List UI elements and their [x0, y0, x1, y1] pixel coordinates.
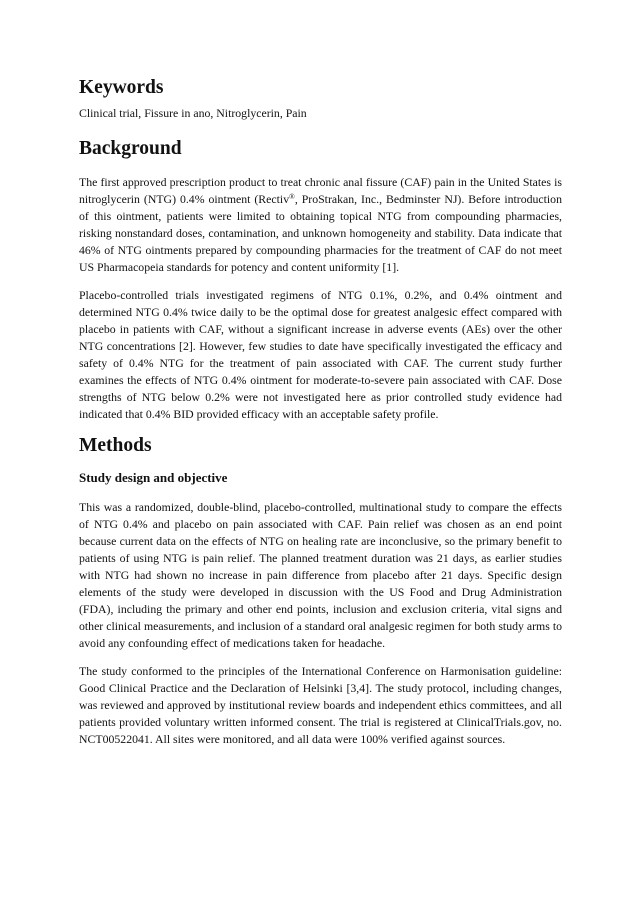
study-design-paragraph-2: The study conformed to the principles of the International Conference on Harmonisation guideline: Good Clinical Practice and the Declaration of Helsinki [3,4]. The study protocol, including changes, was reviewed and approved by institutional review boards and independent ethics committees, and all patients provided voluntary written informed consent. The trial is registered at ClinicalTrials.gov, no. NCT00522041. All sites were monitored, and all data were 100% verified against sources.	[79, 664, 562, 746]
paper-page	[79, 76, 562, 748]
background-paragraph-2: Placebo-controlled trials investigated regimens of NTG 0.1%, 0.2%, and 0.4% ointment and determined NTG 0.4% twice daily to be the optimal dose for greatest analgesic effect compared with placebo in patients with CAF, without a significant increase in adverse events (AEs) over the other NTG concentrations [2]. However, few studies to date have specifically investigated the efficacy and safety of 0.4% NTG for the treatment of pain associated with CAF. The current study further examines the effects of NTG 0.4% ointment for moderate-to-severe pain associated with CAF. Dose strengths of NTG below 0.2% were not investigated here as prior controlled study evidence had indicated that 0.4% BID provided efficacy with an acceptable safety profile.	[79, 288, 562, 421]
methods-heading: Methods	[79, 435, 152, 456]
study-design-heading: Study design and objective	[79, 470, 228, 485]
background-heading: Background	[79, 138, 182, 159]
keywords-text: Clinical trial, Fissure in ano, Nitroglycerin, Pain	[79, 106, 307, 120]
keywords-heading: Keywords	[79, 77, 164, 98]
background-paragraph-1-part-1: The first approved prescription product to treat chronic anal fissure (CAF) pain in the United States is nitroglycerin (NTG) 0.4% ointment (Rectiv	[79, 175, 562, 206]
study-design-paragraph-1: This was a randomized, double-blind, placebo-controlled, multinational study to compare the effects of NTG 0.4% and placebo on pain associated with CAF. Pain relief was chosen as an end point because current data on the effects of NTG on healing rate are inconclusive, so the primary benefit to patients of using NTG is pain relief. The planned treatment duration was 21 days, as earlier studies with NTG had shown no increase in pain difference from placebo after 21 days. Specific design elements of the study were developed in discussion with the US Food and Drug Administration (FDA), including the primary and other end points, inclusion and exclusion criteria, vital signs and other clinical measurements, and inclusion of a standard oral analgesic regimen for both study arms to avoid any confounding effect of medications taken for headache.	[79, 500, 562, 650]
background-paragraph-1	[79, 174, 562, 276]
background-paragraph-1-part-2: , ProStrakan, Inc., Bedminster NJ). Before introduction of this ointment, patients were limited to obtaining topical NTG from compounding pharmacies, risking nonstandard doses, contamination, and unknown homogeneity and stability. Data indicate that 46% of NTG ointments prepared by compounding pharmacies for the treatment of CAF do not meet US Pharmacopeia standards for potency and content uniformity [1].	[79, 192, 562, 274]
registered-mark: ®	[289, 192, 295, 201]
